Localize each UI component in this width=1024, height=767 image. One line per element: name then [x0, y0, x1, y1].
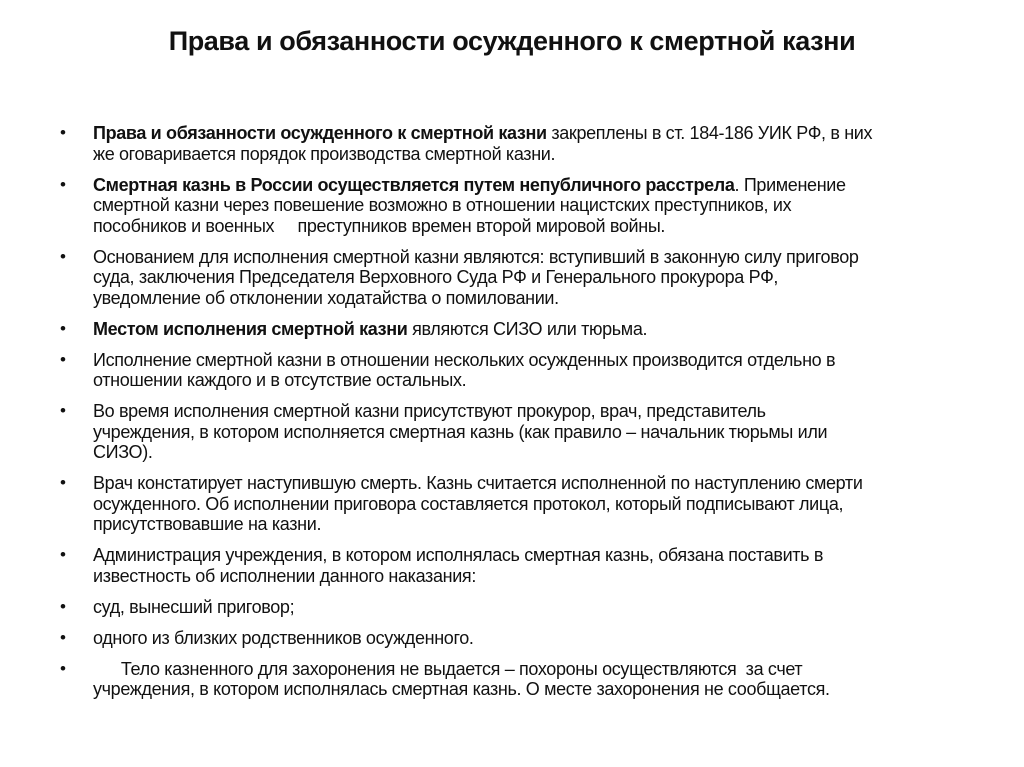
- text-line: [93, 473, 1000, 494]
- list-item: [60, 123, 1000, 164]
- list-item: [60, 350, 1000, 391]
- text-line: [93, 659, 1000, 680]
- bullet-icon: •: [60, 318, 66, 338]
- text: учреждения, в котором исполнялась смертная казнь. О месте захоронения не сообщается.: [93, 679, 830, 699]
- text: учреждения, в котором исполняется смертная казнь (как правило – начальник тюрьмы или: [93, 421, 828, 442]
- slide-title: Права и обязанности осужденного к смертной казни: [168, 26, 856, 56]
- text-line: [93, 442, 1000, 463]
- list-item: [60, 247, 1000, 309]
- text: осужденного. Об исполнении приговора составляется протокол, который подписывают лица,: [93, 493, 844, 514]
- text-line: [93, 175, 1000, 196]
- text: суда, заключения Председателя Верховного Суда РФ и Генерального прокурора РФ,: [93, 267, 779, 287]
- text-line: [93, 319, 1000, 340]
- text: Исполнение смертной казни в отношении нескольких осужденных производится отдельно в: [93, 349, 836, 370]
- list-item: [60, 545, 1000, 586]
- bullet-icon: •: [60, 174, 66, 194]
- text-line: [93, 422, 1000, 443]
- bullet-icon: •: [60, 473, 66, 492]
- text: Во время исполнения смертной казни присутствуют прокурор, врач, представитель: [93, 401, 766, 421]
- text-line: [93, 494, 1000, 515]
- text-line: [93, 545, 1000, 566]
- text: . Применение: [734, 174, 846, 195]
- text: присутствовавшие на казни.: [93, 514, 322, 534]
- text-line: [93, 288, 1000, 309]
- text: Основанием для исполнения смертной казни являются: вступивший в законную силу приговор: [93, 246, 859, 267]
- text: закреплены в ст. 184-186 УИК РФ, в них: [546, 123, 873, 143]
- bold-text: Права и обязанности осужденного к смертной казни: [93, 123, 547, 143]
- bullet-list: [60, 123, 1000, 710]
- text-line: [93, 679, 1000, 700]
- bullet-icon: •: [60, 349, 66, 369]
- list-item: [60, 175, 1000, 237]
- bullet-icon: •: [60, 123, 66, 142]
- list-item: [60, 659, 1000, 700]
- text: одного из близких родственников осужденного.: [93, 627, 474, 648]
- bullet-icon: •: [60, 545, 66, 564]
- text-line: [93, 350, 1000, 371]
- text: же оговаривается порядок производства смертной казни.: [93, 143, 556, 164]
- text-line: [93, 216, 1000, 237]
- text: СИЗО).: [93, 442, 153, 462]
- text-line: [93, 195, 1000, 216]
- text: Тело казненного для захоронения не выдается – похороны осуществляются за счет: [93, 658, 803, 679]
- text: отношении каждого и в отсутствие остальных.: [93, 370, 467, 390]
- text-line: [93, 267, 1000, 288]
- bullet-icon: •: [60, 401, 66, 420]
- text-line: [93, 370, 1000, 391]
- bullet-icon: •: [60, 596, 66, 616]
- bullet-icon: •: [60, 627, 66, 647]
- list-item: [60, 401, 1000, 463]
- text: Врач констатирует наступившую смерть. Казнь считается исполненной по наступлению смерти: [93, 473, 863, 493]
- text-line: [93, 144, 1000, 165]
- bold-text: Местом исполнения смертной казни: [93, 318, 408, 339]
- text: суд, вынесший приговор;: [93, 596, 295, 617]
- list-item: [60, 628, 1000, 649]
- bullet-icon: •: [60, 246, 66, 266]
- text: пособников и военных преступников времен второй мировой войны.: [93, 215, 666, 236]
- text-line: [93, 628, 1000, 649]
- text-line: [93, 401, 1000, 422]
- text: Администрация учреждения, в котором исполнялась смертная казнь, обязана поставить в: [93, 545, 824, 565]
- text: являются СИЗО или тюрьма.: [407, 318, 648, 339]
- text: уведомление об отклонении ходатайства о помиловании.: [93, 287, 559, 308]
- text-line: [93, 597, 1000, 618]
- list-item: [60, 473, 1000, 535]
- bold-text: Смертная казнь в России осуществляется путем непубличного расстрела: [93, 174, 735, 195]
- list-item: [60, 597, 1000, 618]
- text-line: [93, 566, 1000, 587]
- text: смертной казни через повешение возможно в отношении нацистских преступников, их: [93, 195, 792, 215]
- text-line: [93, 514, 1000, 535]
- bullet-icon: •: [60, 658, 66, 678]
- text: известность об исполнении данного наказания:: [93, 565, 476, 586]
- list-item: [60, 319, 1000, 340]
- text-line: [93, 247, 1000, 268]
- text-line: [93, 123, 1000, 144]
